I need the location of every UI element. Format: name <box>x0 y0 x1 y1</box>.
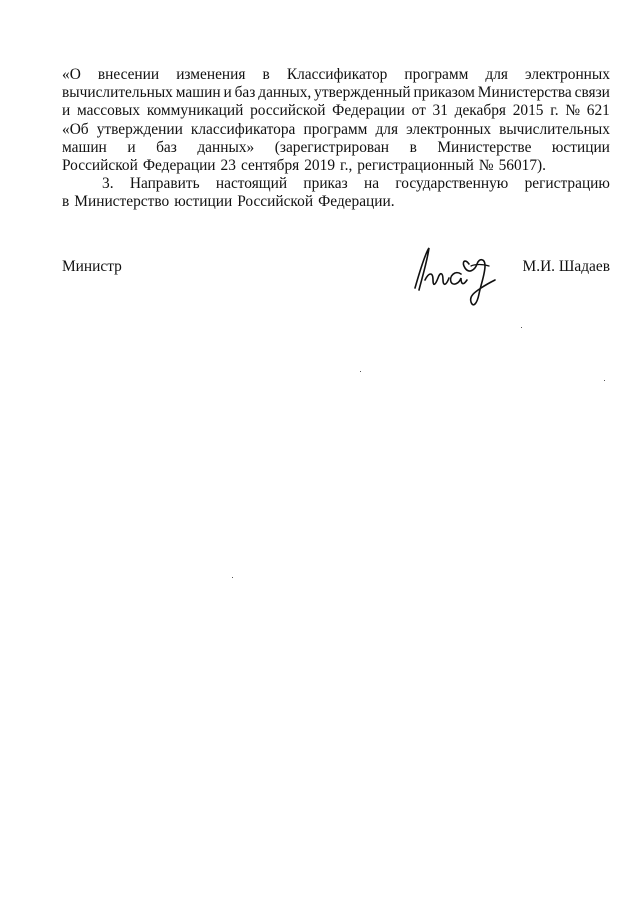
word: декабря <box>454 102 506 120</box>
word: электронных <box>525 66 610 83</box>
word: в <box>409 138 417 156</box>
word: Классификатор <box>286 66 388 83</box>
word: (зарегистрирован <box>274 138 390 156</box>
word: машин <box>175 84 221 102</box>
word: и <box>127 138 136 156</box>
word: государственную <box>395 175 509 193</box>
word: Направить <box>129 175 200 193</box>
word: г. <box>550 102 559 120</box>
word: российской <box>250 102 326 120</box>
word: баз <box>156 138 177 156</box>
text-line <box>62 193 610 211</box>
word: машин <box>62 138 107 156</box>
word: 2015 <box>512 102 544 120</box>
word: электронных <box>406 120 492 138</box>
word: изменения <box>176 66 246 83</box>
signer-name: М.И. Шадаев <box>522 258 610 275</box>
word: в <box>262 66 270 83</box>
word: 2019 <box>304 156 336 174</box>
word: и <box>223 84 232 102</box>
signer-position: Министр <box>62 258 122 275</box>
word: Министерства <box>477 84 572 102</box>
word: Федерации <box>332 102 405 120</box>
word: Федерации. <box>318 193 395 211</box>
text-line <box>62 157 610 175</box>
text-line <box>62 121 610 139</box>
word: сентября <box>240 156 300 174</box>
word: данных» <box>197 138 255 156</box>
text-line <box>62 84 610 102</box>
scan-speck <box>521 327 522 328</box>
word: массовых <box>76 102 141 120</box>
word: 621 <box>586 102 610 120</box>
word: данных, <box>258 84 312 102</box>
word: и <box>62 102 71 120</box>
word: приказ <box>303 175 348 193</box>
word: г., <box>340 156 353 174</box>
word: от <box>411 102 426 120</box>
word: в <box>62 193 70 211</box>
text-line <box>62 66 610 84</box>
word: 31 <box>432 102 448 120</box>
word: программ <box>303 120 368 138</box>
word: Министерстве <box>437 138 532 156</box>
word: утверждении <box>96 120 183 138</box>
text-line <box>62 139 610 157</box>
scan-speck <box>604 380 605 381</box>
word: баз <box>234 84 256 102</box>
signature-block <box>62 256 610 326</box>
word: Министерство <box>74 193 170 211</box>
word: 56017). <box>498 156 547 174</box>
text-line <box>62 175 610 193</box>
text-line <box>62 102 610 120</box>
word: связи <box>574 84 610 102</box>
word: вычислительных <box>499 120 610 138</box>
word: настоящий <box>215 175 288 193</box>
word: юстиции <box>174 193 233 211</box>
word: коммуникаций <box>146 102 244 120</box>
word: на <box>364 175 380 193</box>
word: утвержденный <box>314 84 411 102</box>
word: внесении <box>97 66 160 83</box>
word: вычислительных <box>62 84 173 102</box>
word: Российской <box>62 156 138 174</box>
word: № <box>478 156 494 174</box>
handwritten-signature <box>405 244 515 314</box>
word: программ <box>404 66 469 83</box>
word: для <box>485 66 508 83</box>
word: регистрационный <box>357 156 474 174</box>
word: приказом <box>413 84 475 102</box>
word: Федерации <box>142 156 216 174</box>
paragraph-3 <box>62 175 610 211</box>
paragraph-2-continuation <box>62 66 610 175</box>
word: № <box>565 102 581 120</box>
word: регистрацию <box>524 175 610 193</box>
word: юстиции <box>551 138 610 156</box>
word: Российской <box>237 193 314 211</box>
word: классификатора <box>190 120 296 138</box>
word: «Об <box>62 120 89 138</box>
word: «О <box>62 66 81 83</box>
scan-speck <box>232 577 233 578</box>
order-text <box>62 66 610 212</box>
scan-speck <box>360 371 361 372</box>
word: 3. <box>102 175 114 193</box>
word: для <box>375 120 399 138</box>
word: 23 <box>220 156 236 174</box>
